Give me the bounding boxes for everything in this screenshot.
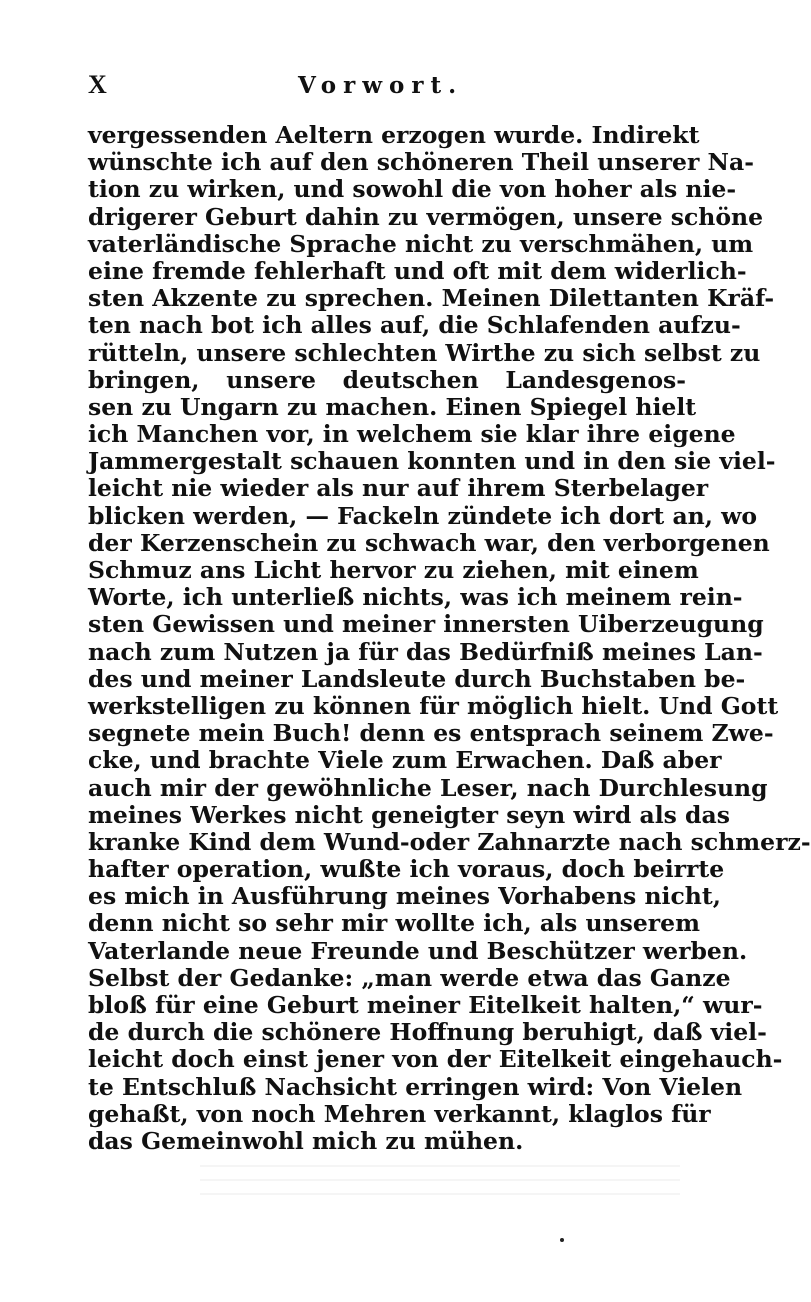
text-line: ten nach bot ich alles auf, die Schlafenden aufzu- <box>88 311 741 340</box>
text-line: Vaterlande neue Freunde und Beschützer werben. <box>88 936 748 965</box>
text-line: es mich in Ausführung meines Vorhabens nicht, <box>88 882 721 911</box>
text-line: bringen, unsere deutschen Landesgenos- <box>88 365 686 394</box>
text-line: Worte, ich unterließ nichts, was ich meinem rein- <box>88 583 743 612</box>
text-line: leicht nie wieder als nur auf ihrem Sterbelager <box>88 474 709 503</box>
text-line: sten Gewissen und meiner innersten Uiberzeugung <box>88 610 764 639</box>
text-line: tion zu wirken, und sowohl die von hoher als nie- <box>88 175 737 204</box>
text-line: hafter operation, wußte ich voraus, doch beirrte <box>88 855 725 884</box>
text-line: Jammergestalt schauen konnten und in den sie viel- <box>88 447 776 476</box>
text-line: eine fremde fehlerhaft und oft mit dem widerlich- <box>88 256 747 285</box>
text-line: vergessenden Aeltern erzogen wurde. Indirekt <box>88 121 700 149</box>
text-line: te Entschluß Nachsicht erringen wird: Von Vielen <box>88 1072 743 1101</box>
text-line: meines Werkes nicht geneigter seyn wird als das <box>88 800 730 829</box>
text-line: wünschte ich auf den schöneren Theil unserer Na- <box>88 148 754 177</box>
text-line: de durch die schönere Hoffnung beruhigt, daß viel- <box>88 1018 767 1047</box>
text-line: rütteln, unsere schlechten Wirthe zu sich selbst zu <box>88 338 761 367</box>
text-line: auch mir der gewöhnliche Leser, nach Durchlesung <box>88 773 768 802</box>
text-line: Selbst der Gedanke: „man werde etwa das Ganze <box>88 963 731 992</box>
running-title: Vorwort. <box>298 72 464 99</box>
text-line: bloß für eine Geburt meiner Eitelkeit halten,“ wur- <box>88 991 763 1019</box>
show-through-text <box>200 1155 680 1195</box>
text-line: des und meiner Landsleute durch Buchstaben be- <box>88 664 746 693</box>
body-text <box>88 121 811 1155</box>
text-line: vaterländische Sprache nicht zu verschmähen, um <box>88 229 754 258</box>
page-number: X <box>88 70 107 99</box>
text-line: das Gemeinwohl mich zu mühen. <box>88 1126 524 1155</box>
text-line: kranke Kind dem Wund-oder Zahnarzte nach schmerz- <box>88 827 811 856</box>
text-line: leicht doch einst jener von der Eitelkeit eingehauch- <box>88 1045 783 1074</box>
text-line: nach zum Nutzen ja für das Bedürfniß meines Lan- <box>88 637 763 666</box>
text-line: der Kerzenschein zu schwach war, den verborgenen <box>88 528 770 557</box>
text-line: ich Manchen vor, in welchem sie klar ihre eigene <box>88 420 736 449</box>
page-header <box>88 70 686 106</box>
text-line: segnete mein Buch! denn es entsprach seinem Zwe- <box>88 719 774 748</box>
text-line: gehaßt, von noch Mehren verkannt, klaglos für <box>88 1099 711 1128</box>
text-line: sen zu Ungarn zu machen. Einen Spiegel hielt <box>88 392 697 421</box>
text-line: Schmuz ans Licht hervor zu ziehen, mit einem <box>88 556 699 584</box>
text-line: denn nicht so sehr mir wollte ich, als unserem <box>88 909 700 938</box>
ink-speck <box>560 1238 564 1242</box>
text-line: cke, und brachte Viele zum Erwachen. Daß aber <box>88 746 722 775</box>
text-line: blicken werden, — Fackeln zündete ich dort an, wo <box>88 501 758 530</box>
text-line: drigerer Geburt dahin zu vermögen, unsere schöne <box>88 202 764 231</box>
text-line: werkstelligen zu können für möglich hielt. Und Gott <box>88 691 779 720</box>
text-line: sten Akzente zu sprechen. Meinen Dilettanten Kräf- <box>88 284 775 313</box>
